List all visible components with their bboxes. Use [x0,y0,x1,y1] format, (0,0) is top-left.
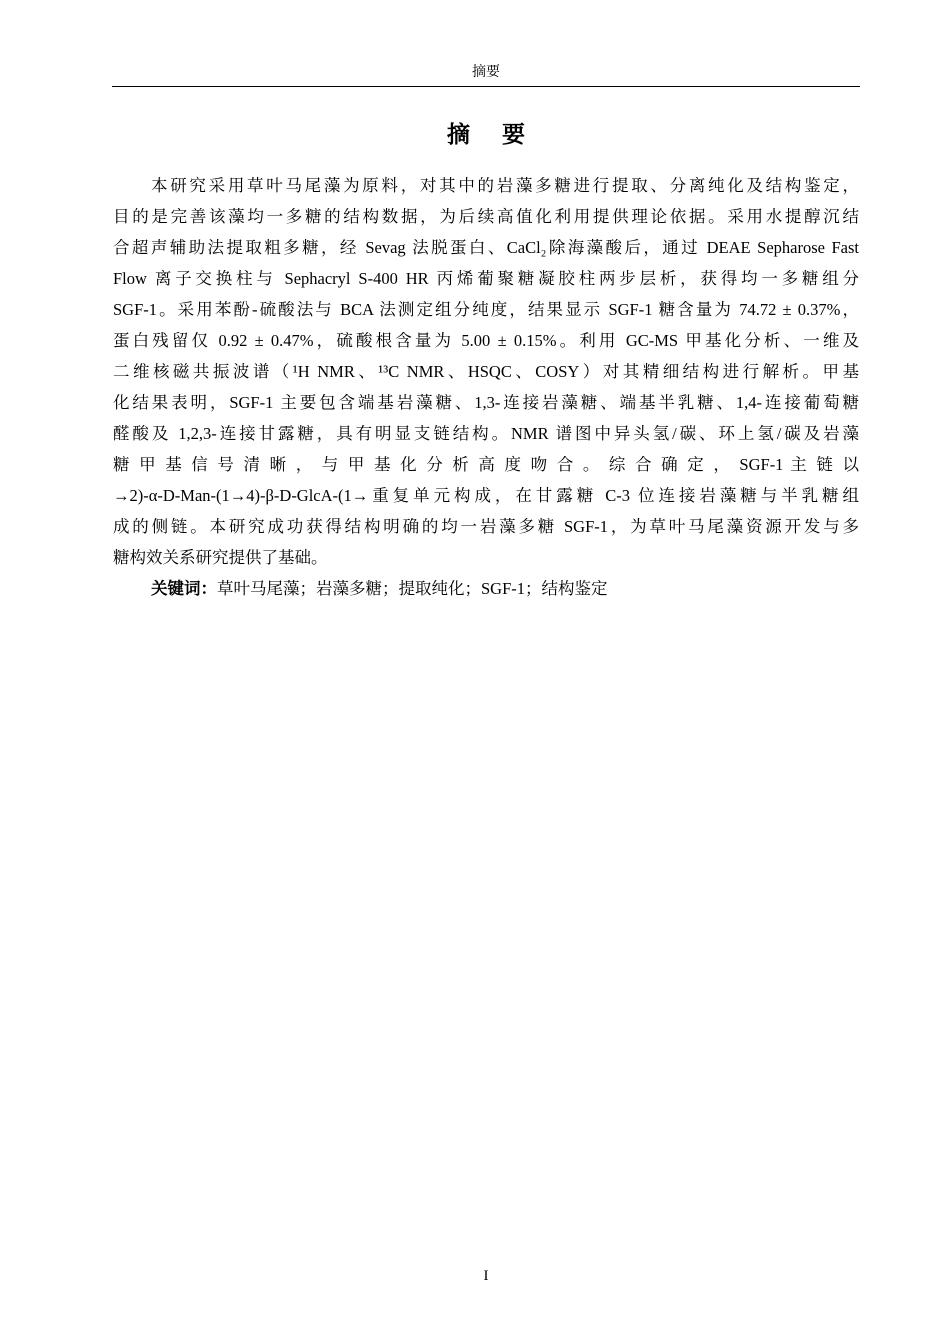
abstract-line: Flow 离子交换柱与 Sephacryl S-400 HR 丙烯葡聚糖凝胶柱两步层析，获得均一多糖组分 [113,269,859,288]
abstract-line: 化结果表明，SGF-1 主要包含端基岩藻糖、1,3-连接岩藻糖、端基半乳糖、1,4-连接葡萄糖 [113,393,859,412]
keywords-line [113,573,859,604]
abstract-title: 摘 要 [446,122,537,148]
abstract-line: 醛酸及 1,2,3-连接甘露糖，具有明显支链结构。NMR 谱图中异头氢/碳、环上氢/碳及岩藻 [113,424,859,443]
abstract-line: 目的是完善该藻均一多糖的结构数据，为后续高值化利用提供理论依据。采用水提醇沉结 [113,207,859,226]
page-number: I [483,1268,489,1284]
abstract-line: →2)-α-D-Man-(1→4)-β-D-GlcA-(1→重复单元构成，在甘露糖 C-3 位连接岩藻糖与半乳糖组 [113,486,859,505]
abstract-line: 二维核磁共振波谱（¹H NMR、¹³C NMR、HSQC、COSY）对其精细结构进行解析。甲基 [113,362,859,381]
abstract-line: 本研究采用草叶马尾藻为原料，对其中的岩藻多糖进行提取、分离纯化及结构鉴定， [151,176,859,195]
abstract-line: 蛋白残留仅 0.92 ± 0.47%，硫酸根含量为 5.00 ± 0.15%。利用 GC-MS 甲基化分析、一维及 [113,331,859,350]
abstract-line: 糖构效关系研究提供了基础。 [113,548,328,567]
abstract-line: 成的侧链。本研究成功获得结构明确的均一岩藻多糖 SGF-1，为草叶马尾藻资源开发与多 [113,517,859,536]
abstract-line: 合超声辅助法提取粗多糖，经 Sevag 法脱蛋白、CaCl₂除海藻酸后，通过 DEAE Sepharose Fast [113,238,859,257]
keywords-label: 关键词： [151,579,217,598]
keywords-text: 草叶马尾藻；岩藻多糖；提取纯化；SGF-1；结构鉴定 [217,579,608,598]
header-rule [112,86,860,87]
running-header-title: 摘要 [472,65,500,80]
abstract-body [113,170,859,604]
abstract-line: SGF-1。采用苯酚-硫酸法与 BCA 法测定组分纯度，结果显示 SGF-1 糖含量为 74.72 ± 0.37%， [113,300,859,319]
abstract-line: 糖 甲 基 信 号 清 晰 ， 与 甲 基 化 分 析 高 度 吻 合 。 综 合 确 定 ， SGF-1 主 链 以 [113,455,859,474]
